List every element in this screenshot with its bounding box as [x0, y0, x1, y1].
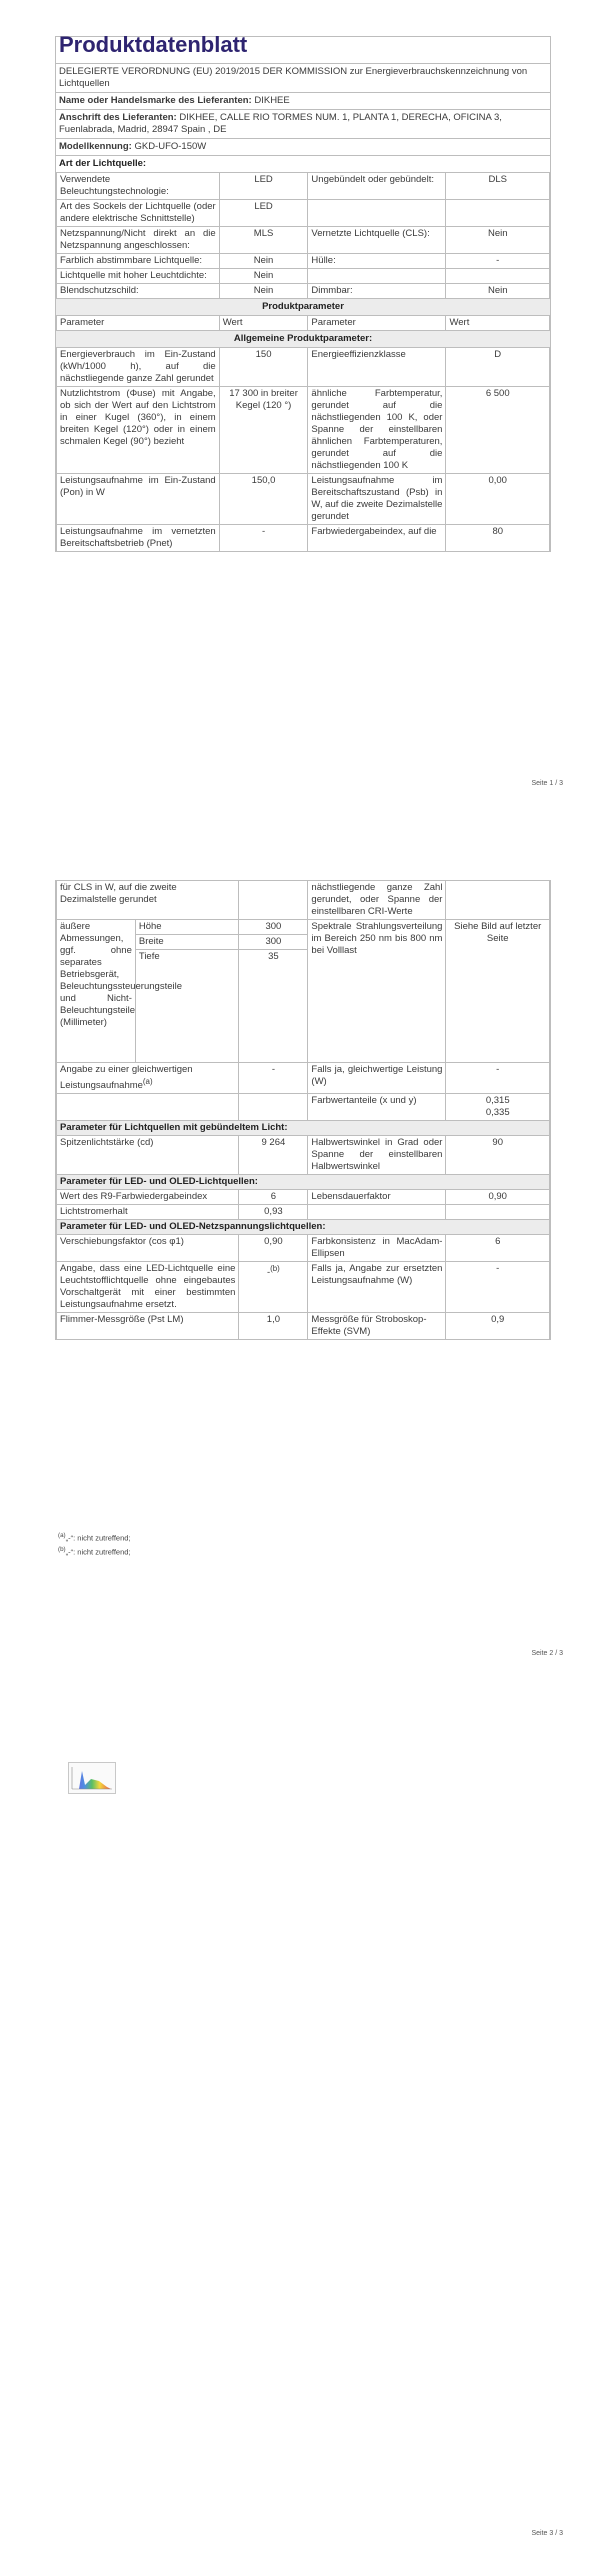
dimension-height-label: Höhe	[135, 920, 239, 935]
type-row-cell: Hülle:	[308, 254, 446, 269]
page-title: Produktdatenblatt	[56, 37, 550, 64]
supplier-name-row	[56, 93, 550, 110]
equivalent-power-value: -	[239, 1063, 308, 1094]
stroboscopic-value: 0,9	[446, 1313, 550, 1340]
replacement-power-value: -	[446, 1262, 550, 1313]
general-param-row-cell: Farbwiedergabeindex, auf die	[308, 525, 446, 552]
general-param-row-cell: ähnliche Farbtemperatur, gerundet auf die nächstliegenden 100 K, oder Spanne der einstellbaren ähnlichen Farbtemperaturen, gerundet auf die nächstliegenden 100 K	[308, 387, 446, 474]
equivalent-power-label: Angabe zu einer gleichwertigen Leistungsaufnahme$^{(a)}$	[57, 1063, 239, 1094]
general-param-row-cell: 150,0	[219, 474, 308, 525]
beam-angle-value: 90	[446, 1136, 550, 1175]
lumen-maintenance-value: 0,93	[239, 1205, 308, 1220]
displacement-factor-label: Verschiebungsfaktor (cos φ1)	[57, 1235, 239, 1262]
general-param-row	[57, 387, 550, 474]
dimensions-label: äußere Abmessungen, ggf. ohne separates Betriebsgerät, Beleuchtungssteuerungsteile und Nicht-Beleuchtungsteile (Millimeter)	[57, 920, 136, 1063]
survival-factor-value: 0,90	[446, 1190, 550, 1205]
type-row-cell: Ungebündelt oder gebündelt:	[308, 173, 446, 200]
general-param-row-cell: D	[446, 348, 550, 387]
params-column-header	[56, 316, 550, 331]
supplier-name-label: Name oder Handelsmarke des Lieferanten:	[59, 95, 252, 106]
page-number: Seite 3 / 3	[531, 2530, 563, 2537]
product-sheet	[55, 32, 551, 552]
page-1	[0, 0, 603, 820]
type-row-cell: Nein	[446, 227, 550, 254]
type-row	[57, 227, 550, 254]
type-row-cell: MLS	[219, 227, 308, 254]
color-consistency-value: 6	[446, 1235, 550, 1262]
dimension-height-value: 300	[239, 920, 308, 935]
equivalent-power-right-value: -	[446, 1063, 550, 1094]
general-params-table	[56, 348, 550, 552]
type-section-header: Art der Lichtquelle:	[56, 156, 550, 173]
type-row-cell: LED	[219, 200, 308, 227]
continued-right-text: nächstliegende ganze Zahl gerundet, oder Spanne der einstellbaren CRI-Werte	[308, 881, 446, 920]
general-params-header: Allgemeine Produktparameter:	[56, 331, 550, 348]
type-row-cell	[308, 269, 446, 284]
type-row-cell: Nein	[446, 284, 550, 299]
type-row	[57, 200, 550, 227]
general-param-row-cell: 150	[219, 348, 308, 387]
footnote-b-ref: (b)	[270, 1264, 280, 1274]
general-param-row	[57, 525, 550, 552]
spectral-label: Spektrale Strahlungsverteilung im Bereich 250 nm bis 800 nm bei Volllast	[308, 920, 446, 1063]
type-row-cell: Netzspannung/Nicht direkt an die Netzspannung angeschlossen:	[57, 227, 220, 254]
type-row-cell	[308, 200, 446, 227]
type-row-cell	[446, 269, 550, 284]
general-param-row-cell: 0,00	[446, 474, 550, 525]
type-row-cell: Verwendete Beleuchtungstechnologie:	[57, 173, 220, 200]
mains-header: Parameter für LED- und OLED-Netzspannungslichtquellen:	[57, 1220, 550, 1235]
general-param-row-cell: Leistungsaufnahme im Ein-Zustand (Pon) in W	[57, 474, 220, 525]
general-param-row-cell: 6 500	[446, 387, 550, 474]
regulation-text: DELEGIERTE VERORDNUNG (EU) 2019/2015 DER KOMMISSION zur Energieverbrauchskennzeichnung von Lichtquellen	[56, 64, 550, 93]
type-row-cell: Nein	[219, 284, 308, 299]
replacement-power-label: Falls ja, Angabe zur ersetzten Leistungsaufnahme (W)	[308, 1262, 446, 1313]
column-parameter: Parameter	[57, 316, 220, 331]
type-row-cell: DLS	[446, 173, 550, 200]
continued-params-table	[56, 881, 550, 1340]
type-row	[57, 284, 550, 299]
spectral-value: Siehe Bild auf letzter Seite	[446, 920, 550, 1063]
general-param-row-cell: Nutzlichtstrom (Φuse) mit Angabe, ob sich der Wert auf den Lichtstrom in einer Kugel (360°), in einem breiten Kegel (120°) oder in einem schmalen Kegel (90°) bezieht	[57, 387, 220, 474]
replacement-claim-label: Angabe, dass eine LED-Lichtquelle eine Leuchtstofflichtquelle ohne eingebautes Vorschaltgerät mit einer bestimmten Leistungsaufnahme ersetzt.	[57, 1262, 239, 1313]
model-value: GKD-UFO-150W	[134, 141, 207, 152]
type-row-cell: Vernetzte Lichtquelle (CLS):	[308, 227, 446, 254]
general-param-row-cell: Leistungsaufnahme im vernetzten Bereitschaftsbetrieb (Pnet)	[57, 525, 220, 552]
peak-intensity-label: Spitzenlichtstärke (cd)	[57, 1136, 239, 1175]
page-2	[0, 880, 603, 1680]
supplier-address-row	[56, 110, 550, 139]
r9-value: 6	[239, 1190, 308, 1205]
type-row-cell: Nein	[219, 269, 308, 284]
led-header: Parameter für LED- und OLED-Lichtquellen:	[57, 1175, 550, 1190]
page-3	[0, 1740, 603, 2560]
column-parameter: Parameter	[308, 316, 446, 331]
type-row-cell: Farblich abstimmbare Lichtquelle:	[57, 254, 220, 269]
product-sheet-continued	[55, 880, 551, 1340]
lumen-maintenance-label: Lichtstromerhalt	[57, 1205, 239, 1220]
column-value: Wert	[446, 316, 550, 331]
model-label: Modellkennung:	[59, 141, 132, 152]
page-number: Seite 1 / 3	[531, 780, 563, 787]
equivalent-power-right-label: Falls ja, gleichwertige Leistung (W)	[308, 1063, 446, 1094]
type-row-cell: Art des Sockels der Lichtquelle (oder andere elektrische Schnittstelle)	[57, 200, 220, 227]
footnote-b: $^{(b)}$„-“: nicht zutreffend;	[58, 1545, 131, 1556]
peak-intensity-value: 9 264	[239, 1136, 308, 1175]
general-param-row-cell: 80	[446, 525, 550, 552]
footnote-a-ref: (a)	[142, 1077, 153, 1086]
dimension-depth-label: Tiefe	[135, 950, 239, 1063]
general-param-row-cell: 17 300 in breiter Kegel (120 °)	[219, 387, 308, 474]
page-number: Seite 2 / 3	[531, 1650, 563, 1657]
type-row	[57, 269, 550, 284]
type-row-cell: Lichtquelle mit hoher Leuchtdichte:	[57, 269, 220, 284]
directional-header: Parameter für Lichtquellen mit gebündeltem Licht:	[57, 1121, 550, 1136]
supplier-name: DIKHEE	[254, 95, 290, 106]
beam-angle-label: Halbwertswinkel in Grad oder Spanne der einstellbaren Halbwertswinkel	[308, 1136, 446, 1175]
displacement-factor-value: 0,90	[239, 1235, 308, 1262]
spectrum-graphic	[69, 1763, 115, 1793]
chromaticity-values: 0,315 0,335	[446, 1094, 550, 1121]
type-row	[57, 254, 550, 269]
stroboscopic-label: Messgröße für Stroboskop-Effekte (SVM)	[308, 1313, 446, 1340]
type-row-cell: Nein	[219, 254, 308, 269]
type-row-cell: Dimmbar:	[308, 284, 446, 299]
type-row-cell: -	[446, 254, 550, 269]
chromaticity-label: Farbwertanteile (x und y)	[308, 1094, 446, 1121]
type-row-cell: Blendschutzschild:	[57, 284, 220, 299]
type-row-cell: LED	[219, 173, 308, 200]
general-param-row	[57, 474, 550, 525]
type-row	[57, 173, 550, 200]
replacement-claim-value: -$^{(b)}$	[239, 1262, 308, 1313]
type-row-cell	[446, 200, 550, 227]
flicker-metric-value: 1,0	[239, 1313, 308, 1340]
footnotes	[58, 1530, 131, 1557]
footnote-a: $^{(a)}$„-“: nicht zutreffend;	[58, 1532, 131, 1543]
dimension-width-label: Breite	[135, 935, 239, 950]
survival-factor-label: Lebensdauerfaktor	[308, 1190, 446, 1205]
flicker-metric-label: Flimmer-Messgröße (Pst LM)	[57, 1313, 239, 1340]
color-consistency-label: Farbkonsistenz in MacAdam-Ellipsen	[308, 1235, 446, 1262]
model-row	[56, 139, 550, 156]
params-header: Produktparameter	[56, 299, 550, 316]
light-source-type-table	[56, 173, 550, 299]
dimension-width-value: 300	[239, 935, 308, 950]
general-param-row-cell: Energieverbrauch im Ein-Zustand (kWh/1000 h), auf die nächstliegende ganze Zahl gerundet	[57, 348, 220, 387]
general-param-row	[57, 348, 550, 387]
dimension-depth-value: 35	[239, 950, 308, 1063]
supplier-address-label: Anschrift des Lieferanten:	[59, 112, 177, 123]
general-param-row-cell: Energieeffizienzklasse	[308, 348, 446, 387]
spectral-distribution-image	[68, 1762, 116, 1794]
general-param-row-cell: -	[219, 525, 308, 552]
r9-label: Wert des R9-Farbwiedergabeindex	[57, 1190, 239, 1205]
supplier-address: DIKHEE, CALLE RIO TORMES NUM. 1, PLANTA 1, DERECHA, OFICINA 3, Fuenlabrada, Madrid, 28947 Spain , DE	[59, 112, 502, 135]
continued-left-text: für CLS in W, auf die zweite Dezimalstelle gerundet	[57, 881, 239, 920]
general-param-row-cell: Leistungsaufnahme im Bereitschaftszustand (Psb) in W, auf die zweite Dezimalstelle gerundet	[308, 474, 446, 525]
column-value: Wert	[219, 316, 308, 331]
